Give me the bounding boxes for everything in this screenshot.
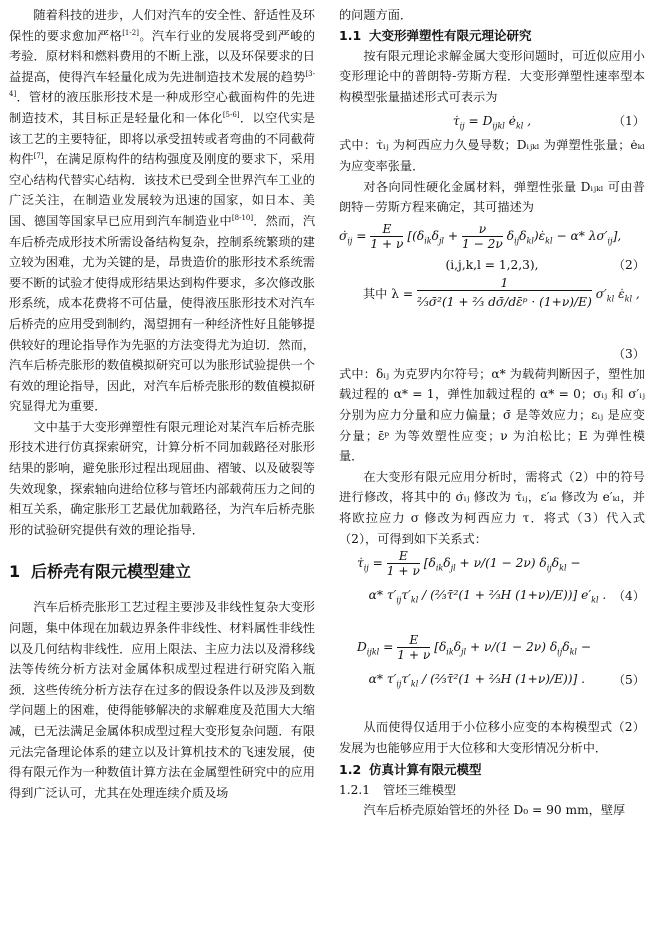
tube-model-paragraph: 汽车后桥壳原始管坯的外径 D₀ = 90 mm，壁厚 bbox=[363, 803, 626, 818]
subsection-title: 仿真计算有限元模型 bbox=[369, 762, 482, 778]
left-column bbox=[9, 5, 315, 803]
tensor-paragraph: 对各向同性硬化金属材料，弹塑性张量 Dᵢⱼₖₗ 可由普朗特－劳斯方程来确定，其可描述为 bbox=[339, 179, 645, 215]
symbols-legend: 式中：δᵢⱼ 为克罗内尔符号；α* 为载荷判断因子，塑性加载过程的 α* = 1，弹性加载过程的 α* = 0；σᵢⱼ 和 σ′ᵢⱼ 分别为应力分量和应力偏量；σ̄ 是等效应力；εᵢⱼ 是应变分量；ε̄ᵖ 为等效塑性应变；ν 为泊松比；E 为弹性模量． bbox=[339, 366, 645, 464]
equation-number: （4） bbox=[612, 589, 645, 604]
intro-paragraph-2: 文中基于大变形弹塑性有限元理论对某汽车后桥壳胀形技术进行仿真探索研究，计算分析不同加载路径对胀形结果的影响，避免胀形过程出现屈曲、褶皱、以及破裂等失效现象，探索轴向进给位移与管坯内部载荷压力之间的相互关系，确定胀形工艺最优加载路径，为汽车后桥壳胀形的试验研究提供有效的理论指导． bbox=[9, 419, 315, 537]
equation-number: （3） bbox=[612, 346, 645, 361]
subsection-number: 1.2 bbox=[339, 762, 362, 778]
subsubsection-number: 1.2.1 bbox=[339, 783, 371, 798]
intro-paragraph-1: 随着科技的进步，人们对汽车的安全性、舒适性及环保性的要求愈加严格[1-2]。汽车行业的发展将受到严峻的考验．原材料和燃料费用的不断上涨，以及环保要求的日益提高，使得汽车轻量化成为先进制造技术发展的趋势[3-4]．管材的液压胀形技术是一种成形空心截面构件的先进制造技术，其目标正是轻量化和一体化[5-6]．以空代实是该工艺的主要特征，即将以承受扭转或者弯曲的不同截荷构件[7]，在满足原构件的结构强度及刚度的要求下，采用空心结构代替实心结构．该技术已受到全世界汽车工业的广泛关注，在制造业发展较为迅速的国家，如日本、美国、德国等国家早已应用到汽车制造业中[8-10]．然而，汽车后桥壳成形技术所需设备结构复杂，控制系统繁琐的建立较为困难，尤为关键的是，昂贵造价的胀形技术系统需要不断的试验才使得成形结果达到构件要求，多次修改胀形系统，成本花费将不可估量，使得液压胀形技术对汽车后桥壳的应用受到制约，渴望拥有一种经济性好且能够提供较好的理论指导作为先驱的方法变得尤为迫切．然而，汽车后桥壳胀形的数值模拟研究可以为胀形试验提供一个有效的理论指导，因此，对汽车后桥壳胀形的数值模拟研究显得尤为重要． bbox=[9, 8, 316, 414]
section-1-paragraph: 汽车后桥壳胀形工艺过程主要涉及非线性复杂大变形问题，集中体现在加载边界条件非线性、材料属性非线性以及几何结构非线性．应用上限法、主应力法以及滑移线法等传统分析方法对金属体积成型过程进行研究陷入瓶颈．这些传统分析方法存在过多的假设条件以及涉及到数学问题上的困难，使得能够解决的求解难度及范围大大缩减，已无法满足金属体积成型过程大变形复杂问题．有限元法完备理论体系的建立以及计算机技术的飞速发展，使得有限元作为一种数值计算方法在金属塑性研究中的应用得到广泛认可，尤其在处理连续介质及场 bbox=[9, 600, 315, 800]
subsubsection-heading-1-2-1 bbox=[339, 780, 645, 800]
section-heading-1 bbox=[9, 561, 315, 583]
citation: [7] bbox=[33, 152, 44, 161]
citation: [5-6] bbox=[222, 110, 240, 119]
equation-number: （5） bbox=[612, 673, 645, 688]
equation-3: 其中 λ = $\frac{1}{\text{⅔σ̄²(1 + ⅔ dσ̄/dε̄ᵖ · (1+ν)/E)}}$ $\sigma'_{kl}$ $\varepsiloṅ_{kl}$ , bbox=[363, 275, 640, 309]
citation: [8-10] bbox=[231, 213, 254, 222]
subsection-title: 大变形弹塑性有限元理论研究 bbox=[369, 27, 532, 43]
continued-paragraph: 的问题方面． bbox=[339, 8, 413, 22]
subsection-number: 1.1 bbox=[339, 27, 362, 43]
citation: [3-4] bbox=[9, 69, 315, 99]
equation-1: $\tau̇_{ij} = D_{ijkl}$ $ė_{kl}$ , （1） bbox=[339, 107, 645, 135]
equation-1-legend: 式中：τ̇ᵢⱼ 为柯西应力久曼导数；Dᵢⱼₖₗ 为弹塑性张量；ėₖₗ 为应变率张量． bbox=[339, 138, 645, 173]
conclusion-paragraph: 从而使得仅适用于小位移小应变的本构模型式（2）发展为也能够应用于大位移和大变形情况分析中． bbox=[339, 720, 645, 755]
theory-paragraph: 按有限元理论求解金属大变形问题时，可近似应用小变形理论中的普朗特-劳斯方程．大变形弹塑性速率型本构模型张量描述形式可表示为 bbox=[339, 48, 645, 104]
subsection-heading-1-2 bbox=[339, 760, 645, 780]
equation-2: $\sigmȧ_{ij}$ = $\frac{E}{1 + \nu}$ [($\delta_{ik}\delta_{jl}$ + $\frac{\nu}{1 - 2\nu}$ $\delta_{ij}\delta_{kl})\varepsiloṅ_{kl} - \alpha*$ $\lambda\sigma'_{ij}$], bbox=[339, 221, 622, 251]
section-title: 后桥壳有限元模型建立 bbox=[31, 562, 192, 582]
equation-5: $D_{ijkl}$ = $\frac{E}{1 + \nu}$ [$\delta_{ik}\delta_{jl} + \nu/(1 - 2\nu) \delta_{ij}\delta_{kl}$ − α* $\tau'_{ij}\tau'_{kl}$ / (⅔τ̄²(1 + ⅔H (1+ν)/E))] . （5） bbox=[339, 633, 645, 717]
equation-3-number-row bbox=[339, 344, 645, 364]
equation-2-indices: (i,j,k,l = 1,2,3), （2） bbox=[339, 254, 645, 276]
citation: [1-2] bbox=[122, 28, 139, 37]
section-number: 1 bbox=[9, 562, 21, 582]
subsubsection-title: 管坯三维模型 bbox=[383, 783, 457, 798]
equation-number: （1） bbox=[612, 114, 645, 129]
modification-paragraph: 在大变形有限元应用分析时，需将式（2）中的符号进行修改，将其中的 σ̇ᵢⱼ 修改为 τ̇ᵢⱼ，ε′ₖₗ 修改为 e′ₖₗ，并将欧拉应力 σ 修改为柯西应力 τ．将式（3）代入式（2），可得到如下关系式： bbox=[339, 469, 645, 546]
right-column bbox=[339, 5, 645, 821]
equation-number: （2） bbox=[612, 257, 645, 272]
equation-4: $\tau̇_{ij}$ = $\frac{E}{1 + \nu}$ [$\delta_{ik}\delta_{jl} + \nu/(1 - 2\nu) \delta_{ij}\delta_{kl}$ − α* $\tau'_{ij}\tau'_{kl}$ / (⅔τ̄²(1 + ⅔H (1+ν)/E))] $e'_{kl}$ . （4） bbox=[339, 549, 645, 633]
subsection-heading-1-1 bbox=[339, 26, 645, 46]
